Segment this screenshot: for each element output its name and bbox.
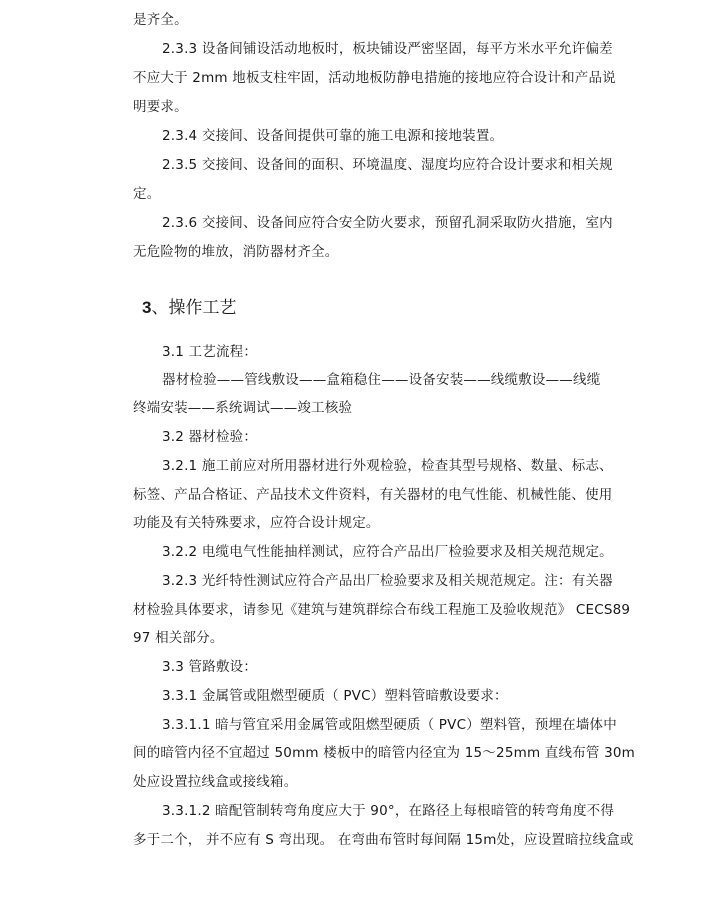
text-line: 2.3.5 交接间、设备间的面积、环境温度、湿度均应符合设计要求和相关规 (162, 157, 613, 173)
text-line: 标签、产品合格证、产品技术文件资料，有关器材的电气性能、机械性能、使用 (133, 487, 613, 503)
text-line: 2.3.6 交接间、设备间应符合安全防火要求，预留孔洞采取防火措施，室内 (162, 215, 613, 231)
text-line: 3.3.1.1 暗与管宜采用金属管或阻燃型硬质（ PVC）塑料管，预埋在墙体中 (162, 717, 617, 733)
text-line: 终端安装——系统调试——竣工核验 (133, 400, 353, 416)
text-line: 功能及有关特殊要求，应符合设计规定。 (133, 515, 380, 531)
text-line: 器材检验——管线敷设——盒箱稳住——设备安装——线缆敷设——线缆 (162, 372, 601, 388)
text-line: 不应大于 2mm 地板支柱牢固，活动地板防静电措施的接地应符合设计和产品说 (133, 70, 616, 86)
text-line: 间的暗管内径不宜超过 50mm 楼板中的暗管内径宜为 15～25mm 直线布管 30m (133, 745, 636, 761)
text-line: 明要求。 (133, 99, 188, 115)
text-line: 3.3.1.2 暗配管制转弯角度应大于 90°，在路径上每根暗管的转弯角度不得 (162, 803, 615, 819)
section-heading (142, 297, 236, 319)
text-line: 材检验具体要求，请参见《建筑与建筑群综合布线工程施工及验收规范》 CECS89 (133, 602, 631, 618)
text-line: 是齐全。 (133, 12, 188, 28)
text-line: 97 相关部分。 (133, 630, 224, 646)
text-line: 3.2 器材检验： (162, 429, 258, 445)
text-line: 多于二个， 并不应有 S 弯出现。 在弯曲布管时每间隔 15m处，应设置暗拉线盒或 (133, 832, 634, 848)
text-line: 3.2.2 电缆电气性能抽样测试，应符合产品出厂检验要求及相关规范规定。 (162, 544, 613, 560)
text-line: 3.2.1 施工前应对所用器材进行外观检验，检查其型号规格、数量、标志、 (162, 458, 613, 474)
text-line: 3.3 管路敷设： (162, 659, 258, 675)
text-line: 2.3.3 设备间铺设活动地板时，板块铺设严密坚固，每平方米水平允许偏差 (162, 41, 613, 57)
text-line: 3.3.1 金属管或阻燃型硬质（ PVC）塑料管暗敷设要求： (162, 688, 508, 704)
text-line: 无危险物的堆放，消防器材齐全。 (133, 244, 339, 260)
text-line: 2.3.4 交接间、设备间提供可靠的施工电源和接地装置。 (162, 128, 504, 144)
section-number: 3 (142, 298, 152, 317)
text-line: 3.2.3 光纤特性测试应符合产品出厂检验要求及相关规范规定。注：有关器 (162, 573, 613, 589)
text-line: 处应设置拉线盒或接线箱。 (133, 774, 298, 790)
text-line: 3.1 工艺流程： (162, 344, 258, 360)
section-title: 、操作工艺 (151, 298, 237, 318)
text-line: 定。 (133, 186, 161, 202)
